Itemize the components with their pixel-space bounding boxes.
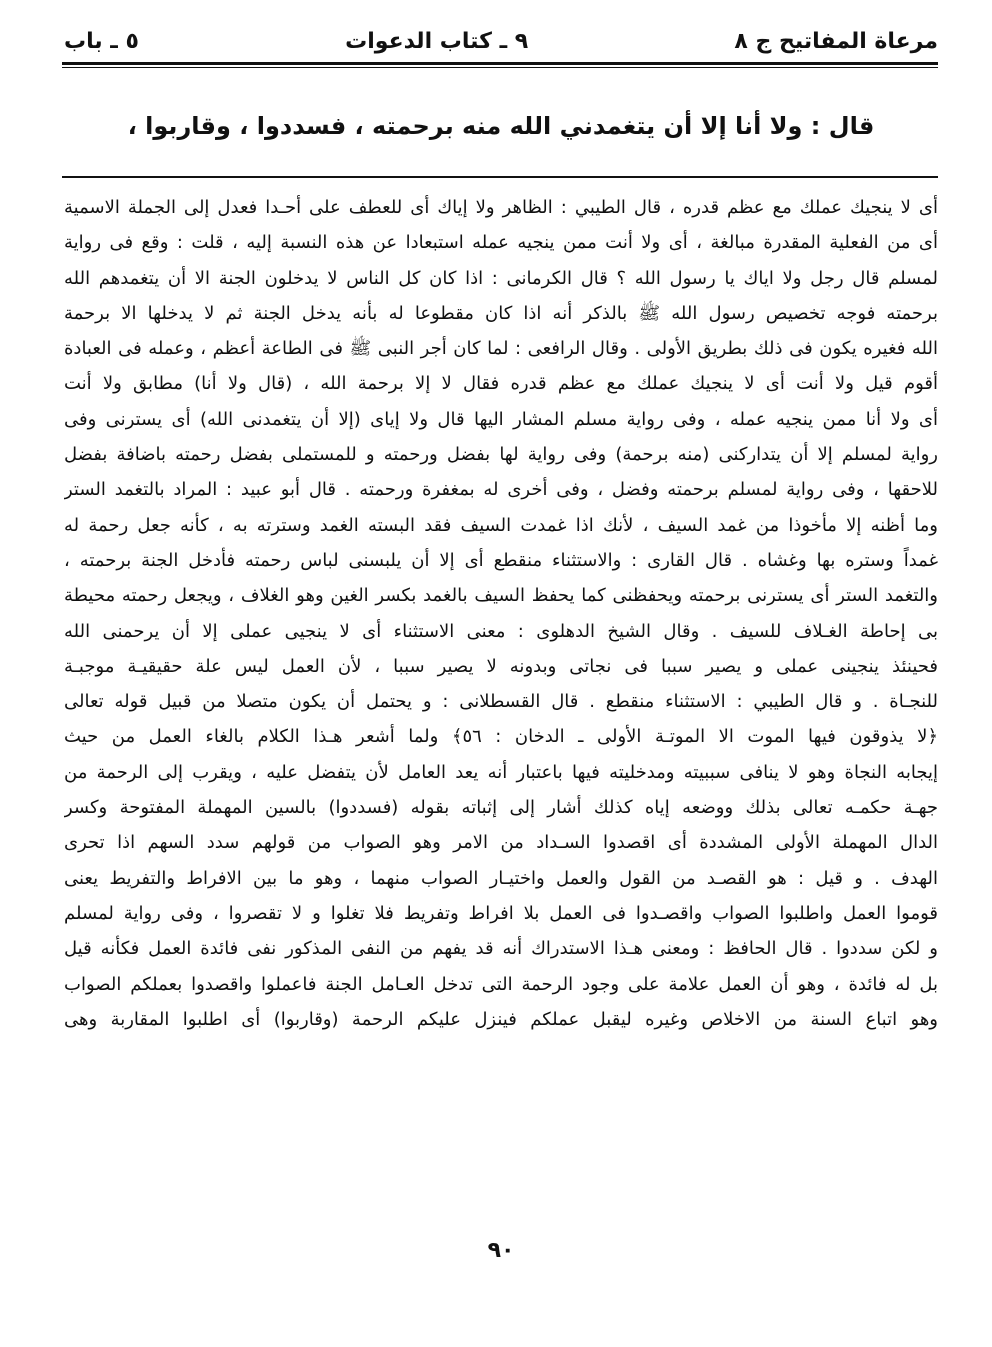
commentary-line: الهدف . و قيل : هو القصـد من القول والعمل واختيـار الصواب منهما ، وهو ما بين الافراط والتفريط يعنى xyxy=(64,867,938,889)
commentary-line: وهو اتباع السنة من الاخلاص وغيره ليقبل عملكم فينزل عليكم الرحمة (وقاربوا) أى اطلبوا المقاربة وهى xyxy=(64,1008,938,1030)
commentary-line: قوموا العمل واطلبوا الصواب واقصـدوا فى العمل بلا افراط وتفريط فلا تغلوا و لا تقصروا ، وفى رواية لمسلم xyxy=(64,902,938,924)
header-chapter: ٩ ـ كتاب الدعوات xyxy=(345,28,529,54)
commentary-line: والتغمد الستر أى يسترنى برحمته ويحفظنى كما يحفظ السيف بالغمد بكسر الغين وهو الغلاف ، ويجعل رحمته محيطة xyxy=(64,585,938,607)
commentary-line: بل له فائدة ، وهو أن العمل علامة على وجود الرحمة التى تدخل العـامل الجنة فاعملوا واقصدوا بعملكم الصواب xyxy=(64,973,938,995)
commentary-line: غمداً وستره بها وغشاه . قال القارى : والاستثناء منقطع أى إلا أن يلبسنى لباس رحمته فأدخل الجنة برحمته ، xyxy=(64,549,938,571)
commentary-line: للاحقها ، وفى رواية لمسلم برحمته وفضل ، وفى أخرى له بمغفرة ورحمته . قال أبو عبيد : المراد بالتغمد الستر xyxy=(64,479,938,501)
commentary-line: أقوم قيل ولا أنت أى لا ينجيك عملك مع عظم قدره فقال لا إلا برحمة الله ، (قال ولا أنا) مطابق ولا أنت xyxy=(64,373,938,395)
commentary-line: فحينئذ ينجينى عملى و يصير سببا فى نجاتى وبدونه لا يصير سببا ، لأن العمل ليس علة حقيقيـة موجبـة xyxy=(64,655,938,677)
commentary-body xyxy=(64,190,938,1037)
commentary-line: لمسلم قال رجل ولا اياك يا رسول الله ؟ قال الكرمانى : اذا كان كل الناس لا يدخلون الجنة الا أن يتغمدهم الله xyxy=(64,267,938,289)
commentary-line: رواية لمسلم إلا أن يتداركنى (منه برحمة) وفى رواية لها بفضل ورحمته و للمستملى بفضل رحمته باضافة بفضل xyxy=(64,444,938,466)
header-book-title: مرعاة المفاتيح ج ٨ xyxy=(734,28,938,54)
commentary-line: وما أظنه إلا مأخوذا من غمد السيف ، لأنك اذا غمدت السيف فقد البسته الغمد وسترته به ، كأنه جعل رحمة له xyxy=(64,514,938,536)
hadith-text: قال : ولا أنا إلا أن يتغمدني الله منه برحمته ، فسددوا ، وقاربوا ، xyxy=(127,112,875,140)
commentary-line: برحمته فوجه تخصيص رسول الله ﷺ بالذكر أنه اذا كان مقطوعا له بأنه يدخل الجنة ثم لا يدخلها الا برحمة xyxy=(64,302,938,324)
running-header xyxy=(64,26,938,56)
commentary-line: ﴿لا يذوقون فيها الموت الا الموتـة الأولى ـ الدخان : ٥٦﴾ ولما أشعر هـذا الكلام بالغاء العمل من حيث xyxy=(64,726,938,748)
commentary-line: أى لا ينجيك عملك مع عظم قدره ، قال الطيبي : الظاهر ولا إياك أى للعطف على أحـدا فعدل إلى الجملة الاسمية xyxy=(64,197,938,218)
header-rule xyxy=(62,62,938,68)
commentary-line: أى ولا أنا ممن ينجيه عمله ، وفى رواية مسلم المشار اليها قال ولا إياى (إلا أن يتغمدنى الله) أى يسترنى وفى xyxy=(64,408,938,430)
page-number: ٩٠ xyxy=(487,1238,515,1263)
section-rule xyxy=(62,176,938,178)
commentary-line: للنجـاة . و قال الطيبي : الاستثناء منقطع . قال القسطلانى : و يحتمل أن يكون متصلا من قبيل قوله تعالى xyxy=(64,691,938,713)
commentary-line: الدال المهملة الأولى المشددة أى اقصدوا السـداد من الامر وهو الصواب من قولهم سدد السهم اذا تحرى xyxy=(64,832,938,854)
commentary-line: أى من الفعلية المقدرة مبالغة ، أى ولا أنت ممن ينجيه عمله استبعادا عن هذه النسبة إليه ، قلت : وقع فى رواية xyxy=(64,232,938,254)
header-section: ٥ ـ باب xyxy=(64,28,139,54)
commentary-line: و لكن سددوا . قال الحافظ : ومعنى هـذا الاستدراك أنه قد يفهم من النفى المذكور نفى فائدة العمل فكأنه قيل xyxy=(64,938,938,960)
commentary-line: بى إحاطة الغـلاف للسيف . وقال الشيخ الدهلوى : معنى الاستثناء أى لا ينجيى عملى إلا أن يرحمنى الله xyxy=(64,620,938,642)
commentary-line: الله فغيره يكون فى ذلك بطريق الأولى . وقال الرافعى : لما كان أجر النبى ﷺ فى الطاعة أعظم ، وعمله فى العبادة xyxy=(64,338,938,360)
commentary-line: إيجابه النجاة وهو لا ينافى سببيته ومدخليته فيها باعتبار أنه يعد العامل لأن يتفضل عليه ، ويقرب إلى الرحمة من xyxy=(64,761,938,783)
commentary-line: جهـة حكمـه تعالى بذلك ووضعه إياه كذلك أشار إلى إثباته بقوله (فسددوا) بالسين المهملة المفتوحة وكسر xyxy=(64,797,938,819)
